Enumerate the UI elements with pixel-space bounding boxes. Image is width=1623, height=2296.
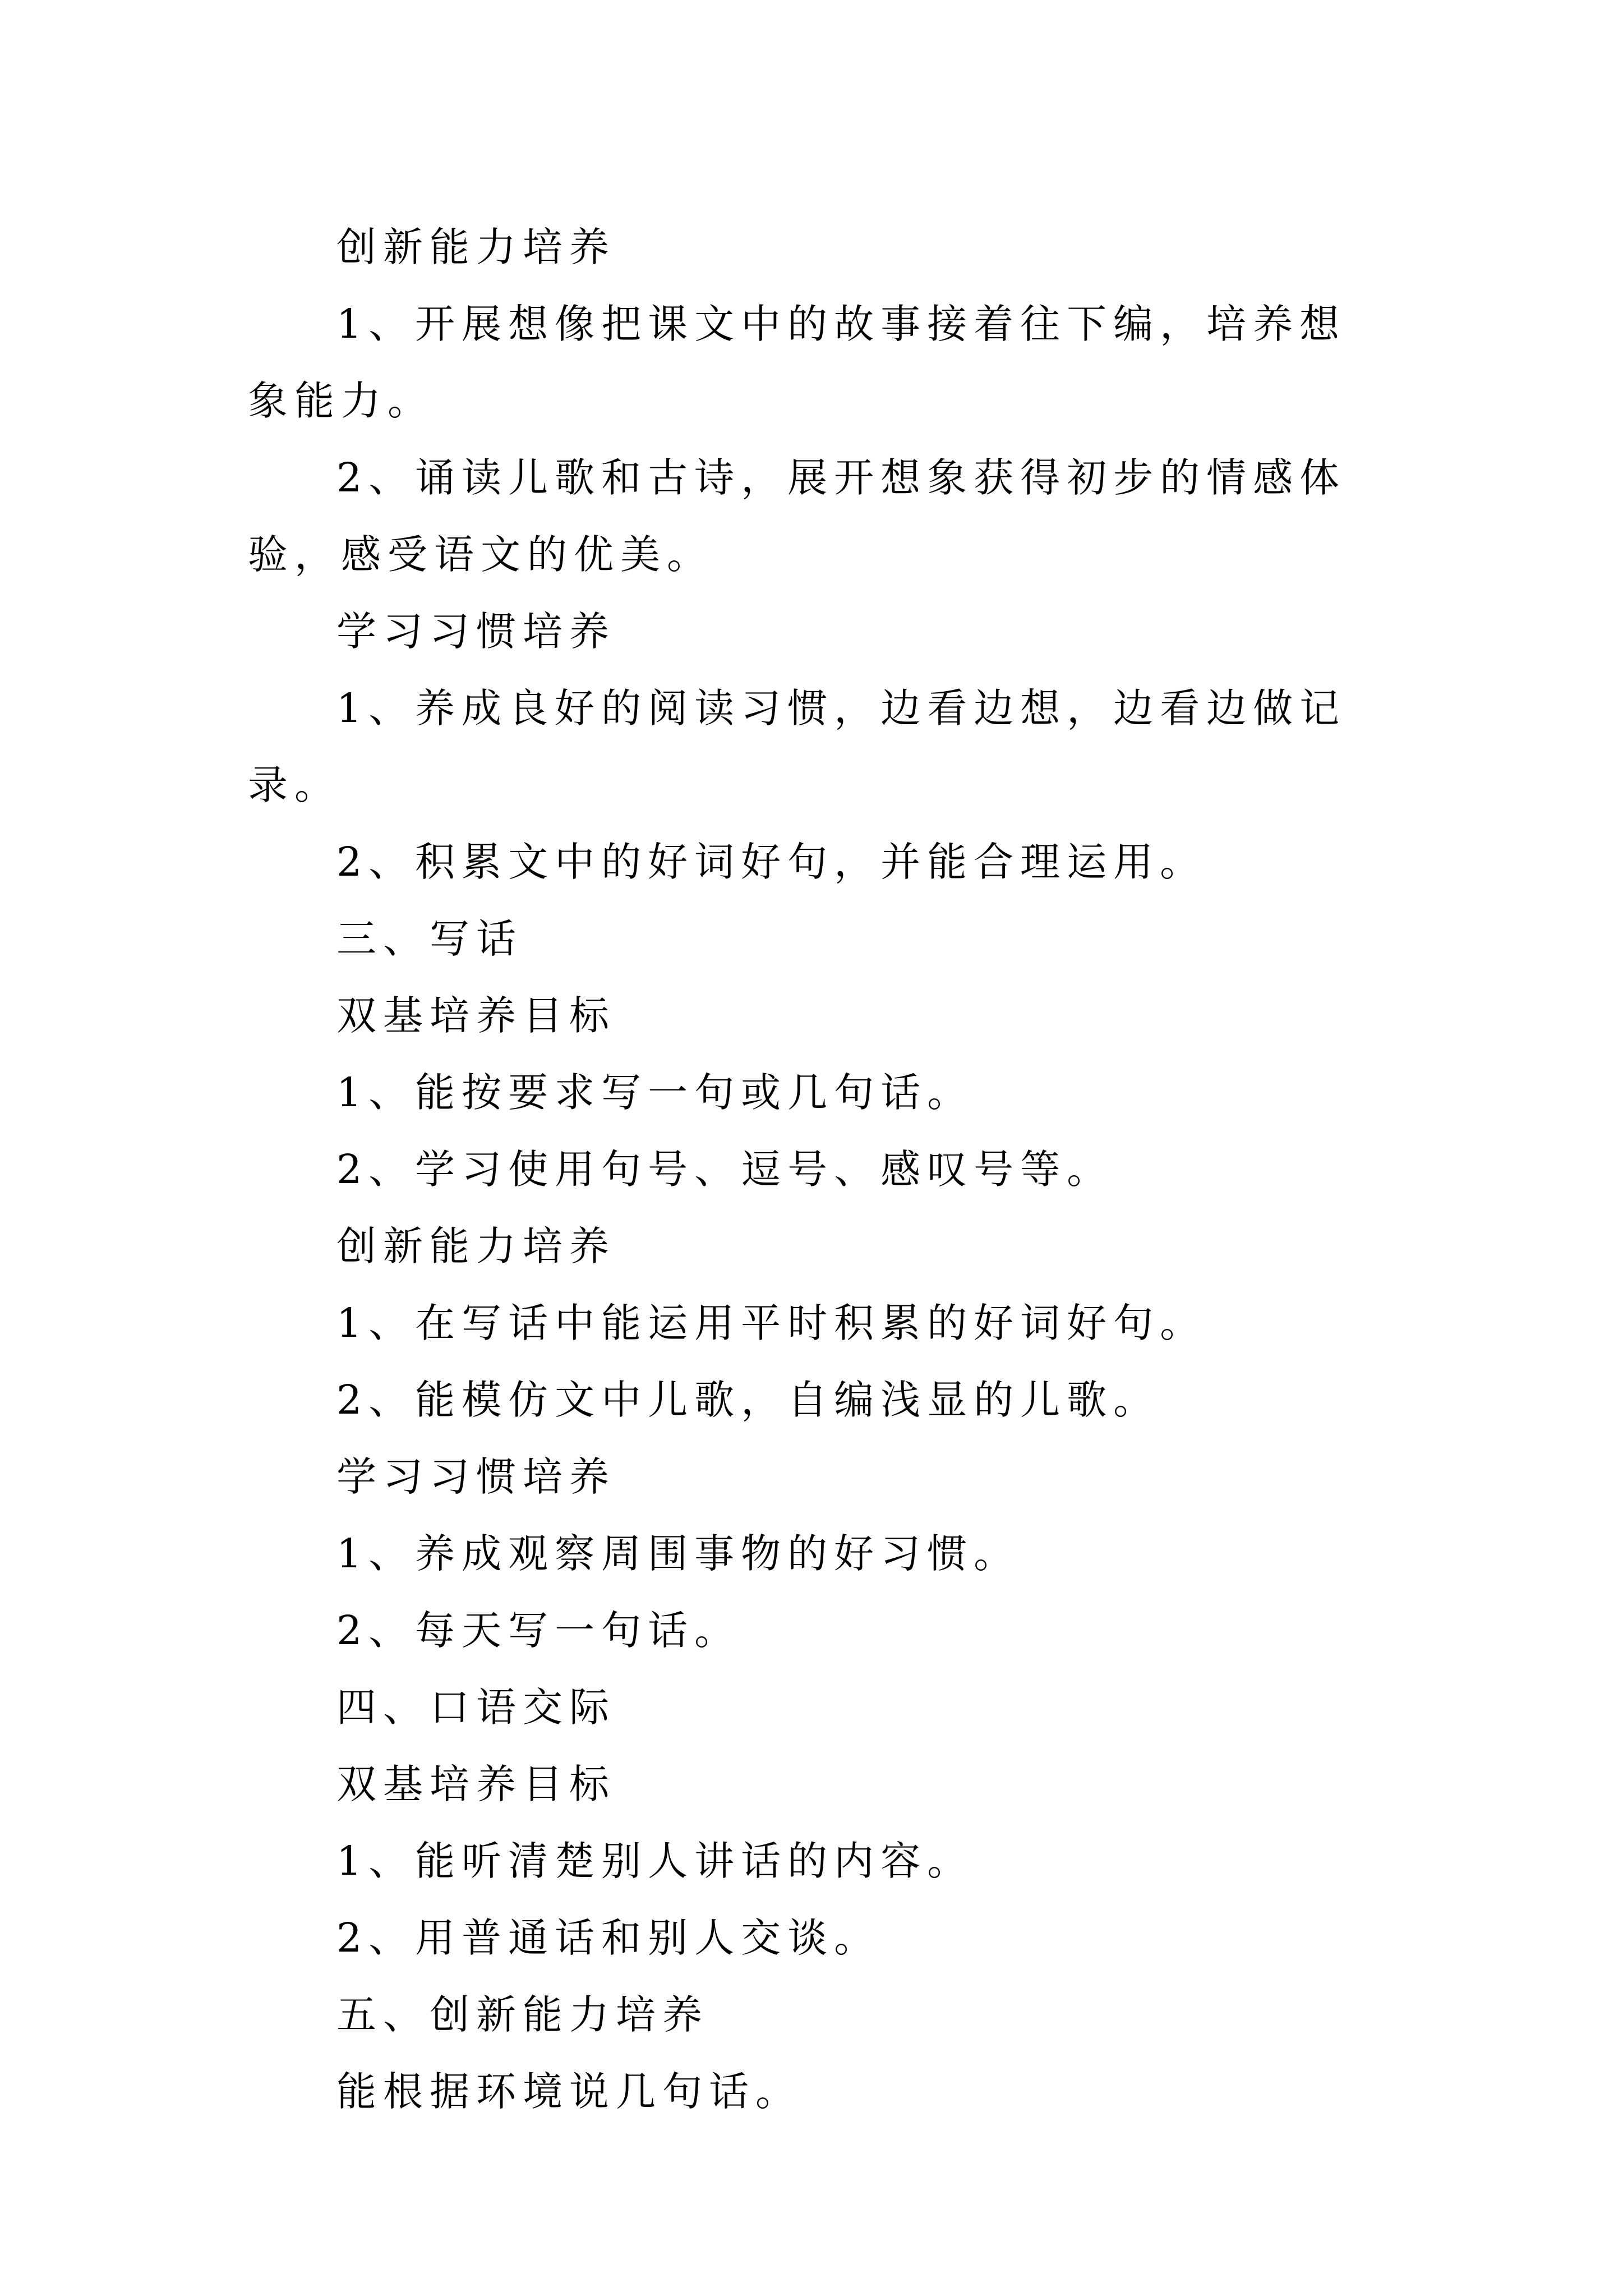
- paragraph: 1、养成良好的阅读习惯，边看边想，边看边做记录。: [248, 685, 1347, 808]
- paragraph: 2、学习使用句号、逗号、感叹号等。: [336, 1146, 1114, 1193]
- paragraph: 能根据环境说几句话。: [336, 2068, 803, 2115]
- paragraph: 1、能按要求写一句或几句话。: [336, 1069, 974, 1116]
- document-body: [248, 209, 1392, 2130]
- paragraph: 四、口语交际: [336, 1684, 616, 1731]
- paragraph: 1、在写话中能运用平时积累的好词好句。: [336, 1300, 1207, 1346]
- paragraph: 双基培养目标: [336, 1761, 616, 1807]
- paragraph: 1、养成观察周围事物的好习惯。: [336, 1530, 1021, 1577]
- paragraph: 1、能听清楚别人讲话的内容。: [336, 1838, 974, 1884]
- paragraph: 双基培养目标: [336, 992, 616, 1039]
- paragraph: 创新能力培养: [336, 1223, 616, 1269]
- paragraph: 五、创新能力培养: [336, 1991, 709, 2038]
- paragraph: 2、用普通话和别人交谈。: [336, 1915, 881, 1961]
- paragraph: 2、每天写一句话。: [336, 1607, 741, 1654]
- paragraph: 学习习惯培养: [336, 1453, 616, 1500]
- paragraph: 2、诵读儿歌和古诗，展开想象获得初步的情感体验，感受语文的优美。: [248, 454, 1347, 578]
- paragraph: 1、开展想像把课文中的故事接着往下编，培养想象能力。: [248, 301, 1347, 424]
- paragraph: 2、积累文中的好词好句，并能合理运用。: [336, 839, 1207, 885]
- paragraph: 三、写话: [336, 915, 523, 962]
- paragraph: 学习习惯培养: [336, 608, 616, 655]
- paragraph: 2、能模仿文中儿歌，自编浅显的儿歌。: [336, 1377, 1160, 1423]
- paragraph: 创新能力培养: [336, 224, 616, 270]
